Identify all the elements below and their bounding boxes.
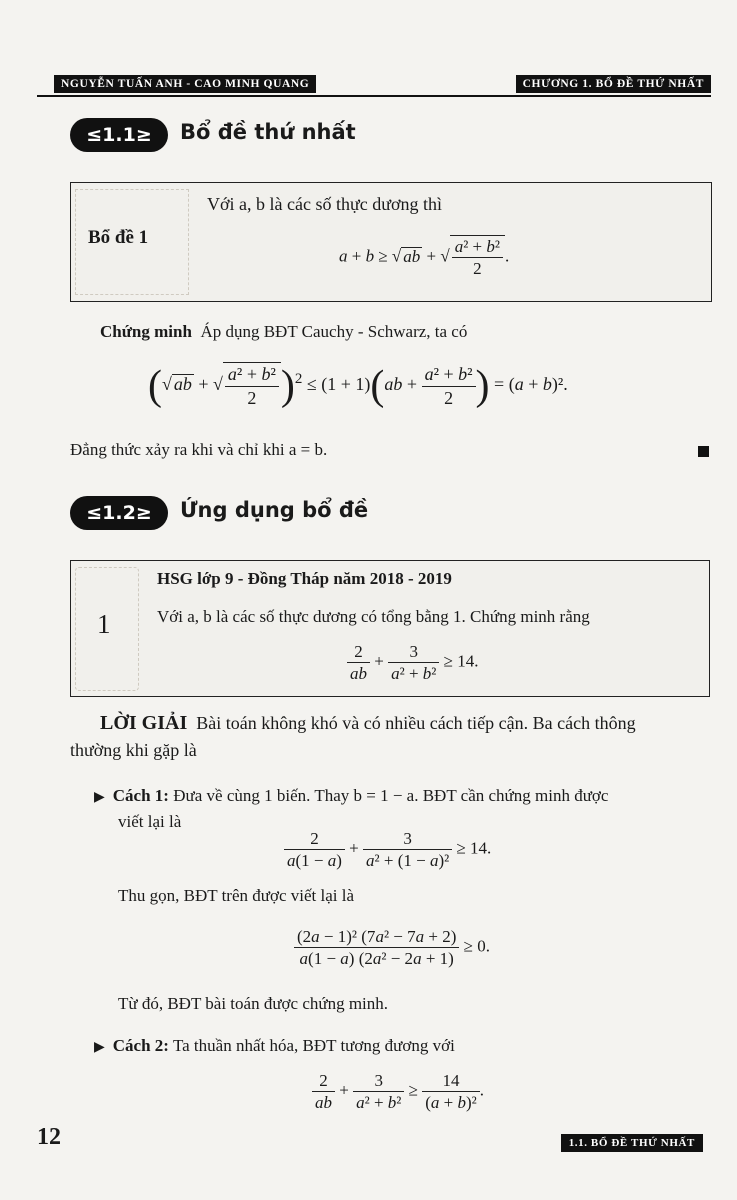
method-1-middle: Thu gọn, BĐT trên được viết lại là: [118, 886, 355, 905]
solution-intro-line-2: thường khi gặp là: [70, 740, 197, 760]
qed-square-icon: [698, 446, 709, 457]
method-2-line: ▶ Cách 2: Ta thuần nhất hóa, BĐT tương đương với: [94, 1036, 455, 1055]
method-1-line-2: viết lại là: [118, 812, 182, 831]
header-chapter: CHƯƠNG 1. BỔ ĐỀ THỨ NHẤT: [516, 75, 711, 93]
problem-number: 1: [97, 609, 111, 639]
bullet-triangle-icon: ▶: [94, 1040, 105, 1055]
method-1-line-1: ▶ Cách 1: Đưa về cùng 1 biến. Thay b = 1 − a. BĐT cần chứng minh được: [94, 786, 609, 805]
lemma-label: Bổ đề 1: [88, 227, 149, 248]
lemma-statement: Với a, b là các số thực dương thì: [207, 194, 442, 214]
bullet-triangle-icon: ▶: [94, 790, 105, 805]
method-1-label: Cách 1:: [112, 786, 169, 805]
page-header: [37, 71, 711, 97]
method-1-formula-2: $\frac{\text{(2a − 1)² (7a² − 7a + 2)}}{\text{a(1 − a) (2a² − 2a + 1)}}$ ≥ 0.: [294, 926, 490, 970]
proof-formula: (√ ab + √ $\frac{\text{a² + b²}}{2}$ )$^2$ ≤ (1 + 1)(ab + $\frac{\text{a² + b²}}{2}$ ) = (a + b)².: [148, 363, 568, 409]
solution-label: LỜI GIẢI: [100, 712, 188, 734]
section-title: Ứng dụng bổ đề: [180, 498, 369, 522]
proof-text: Áp dụng BĐT Cauchy - Schwarz, ta có: [200, 322, 468, 341]
problem-source: HSG lớp 9 - Đồng Tháp năm 2018 - 2019: [157, 569, 452, 588]
page-number: 12: [37, 1124, 61, 1150]
lemma-formula: a + b ≥ √ ab + √ $\frac{\text{a² + b²}}{2}$ .: [339, 237, 510, 279]
section-number-badge: ≤1.1≥: [70, 118, 168, 152]
method-2-label: Cách 2:: [112, 1036, 169, 1055]
problem-box: [70, 560, 710, 697]
section-number-badge: ≤1.2≥: [70, 496, 168, 530]
equality-note: Đẳng thức xảy ra khi và chỉ khi a = b.: [70, 440, 328, 459]
proof-label: Chứng minh: [100, 322, 192, 341]
header-authors: NGUYỄN TUẤN ANH - CAO MINH QUANG: [54, 75, 316, 93]
problem-statement: Với a, b là các số thực dương có tổng bằng 1. Chứng minh rằng: [157, 607, 590, 626]
method-1-conclusion: Từ đó, BĐT bài toán được chứng minh.: [118, 994, 389, 1013]
footer-section: 1.1. BỔ ĐỀ THỨ NHẤT: [561, 1134, 703, 1152]
proof-line: [100, 322, 467, 342]
section-title: Bổ đề thứ nhất: [180, 120, 356, 144]
problem-formula: $\frac{2}{ab}$ + $\frac{3}{\text{a² + b²}}$ ≥ 14.: [347, 641, 478, 685]
method-1-formula-1: $\frac{2}{a(1 - a)}$ + $\frac{3}{\text{a² + (1 − a)²}}$ ≥ 14.: [284, 828, 491, 872]
lemma-box: [70, 182, 712, 302]
method-2-formula: $\frac{2}{ab}$ + $\frac{3}{\text{a² + b²}}$ ≥ $\frac{14}{\text{(a + b)²}}$ .: [312, 1070, 484, 1114]
solution-intro-line-1: LỜI GIẢI Bài toán không khó và có nhiều cách tiếp cận. Ba cách thông: [100, 712, 636, 734]
